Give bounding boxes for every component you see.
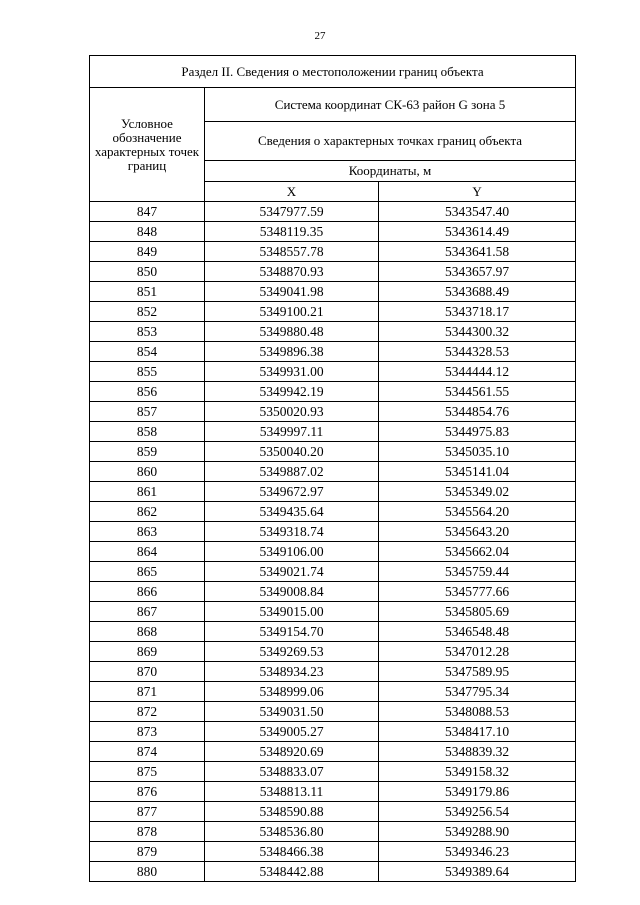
x-coordinate-cell: 5348590.88 — [205, 802, 379, 822]
x-coordinate-cell: 5348466.38 — [205, 842, 379, 862]
table-row — [90, 502, 576, 522]
point-id-cell: 872 — [90, 702, 205, 722]
x-coordinate-cell: 5348536.80 — [205, 822, 379, 842]
x-coordinate-cell: 5349435.64 — [205, 502, 379, 522]
y-column-header: Y — [379, 182, 576, 202]
x-coordinate-cell: 5348813.11 — [205, 782, 379, 802]
point-id-cell: 869 — [90, 642, 205, 662]
y-coordinate-cell: 5345777.66 — [379, 582, 576, 602]
y-coordinate-cell: 5343641.58 — [379, 242, 576, 262]
x-coordinate-cell: 5349942.19 — [205, 382, 379, 402]
table-row — [90, 602, 576, 622]
point-id-cell: 865 — [90, 562, 205, 582]
point-id-cell: 847 — [90, 202, 205, 222]
point-id-cell: 852 — [90, 302, 205, 322]
x-coordinate-cell: 5349106.00 — [205, 542, 379, 562]
y-coordinate-cell: 5349158.32 — [379, 762, 576, 782]
table-row — [90, 262, 576, 282]
table-row — [90, 242, 576, 262]
point-id-cell: 878 — [90, 822, 205, 842]
point-id-cell: 874 — [90, 742, 205, 762]
y-coordinate-cell: 5344975.83 — [379, 422, 576, 442]
point-id-cell: 860 — [90, 462, 205, 482]
y-coordinate-cell: 5344854.76 — [379, 402, 576, 422]
y-coordinate-cell: 5343547.40 — [379, 202, 576, 222]
x-coordinate-cell: 5349887.02 — [205, 462, 379, 482]
y-coordinate-cell: 5347589.95 — [379, 662, 576, 682]
y-coordinate-cell: 5347795.34 — [379, 682, 576, 702]
point-id-cell: 853 — [90, 322, 205, 342]
y-coordinate-cell: 5345759.44 — [379, 562, 576, 582]
x-coordinate-cell: 5349318.74 — [205, 522, 379, 542]
point-id-cell: 871 — [90, 682, 205, 702]
x-coordinate-cell: 5350040.20 — [205, 442, 379, 462]
table-row — [90, 222, 576, 242]
x-coordinate-cell: 5349931.00 — [205, 362, 379, 382]
x-coordinate-cell: 5350020.93 — [205, 402, 379, 422]
table-row — [90, 682, 576, 702]
x-coordinate-cell: 5349100.21 — [205, 302, 379, 322]
point-id-cell: 868 — [90, 622, 205, 642]
y-coordinate-cell: 5345349.02 — [379, 482, 576, 502]
y-coordinate-cell: 5348088.53 — [379, 702, 576, 722]
x-coordinate-cell: 5348557.78 — [205, 242, 379, 262]
point-id-cell: 854 — [90, 342, 205, 362]
y-coordinate-cell: 5348417.10 — [379, 722, 576, 742]
table-row — [90, 842, 576, 862]
point-id-cell: 877 — [90, 802, 205, 822]
x-coordinate-cell: 5349269.53 — [205, 642, 379, 662]
x-coordinate-cell: 5348119.35 — [205, 222, 379, 242]
y-coordinate-cell: 5344328.53 — [379, 342, 576, 362]
y-coordinate-cell: 5349179.86 — [379, 782, 576, 802]
coordinates-table — [89, 55, 576, 882]
x-coordinate-cell: 5347977.59 — [205, 202, 379, 222]
x-coordinate-cell: 5349031.50 — [205, 702, 379, 722]
table-row — [90, 862, 576, 882]
table-row — [90, 642, 576, 662]
table-row — [90, 622, 576, 642]
table-row — [90, 722, 576, 742]
y-coordinate-cell: 5344561.55 — [379, 382, 576, 402]
point-id-cell: 850 — [90, 262, 205, 282]
table-row — [90, 362, 576, 382]
table-row — [90, 822, 576, 842]
table-row — [90, 702, 576, 722]
x-coordinate-cell: 5349041.98 — [205, 282, 379, 302]
x-coordinate-cell: 5349008.84 — [205, 582, 379, 602]
table-row — [90, 322, 576, 342]
point-id-cell: 863 — [90, 522, 205, 542]
point-id-cell: 849 — [90, 242, 205, 262]
x-coordinate-cell: 5348833.07 — [205, 762, 379, 782]
point-id-cell: 866 — [90, 582, 205, 602]
table-row — [90, 542, 576, 562]
table-row — [90, 282, 576, 302]
coordinate-system: Система координат СК-63 район G зона 5 — [205, 88, 576, 122]
point-id-cell: 879 — [90, 842, 205, 862]
table-row — [90, 482, 576, 502]
table-row — [90, 402, 576, 422]
table-row — [90, 742, 576, 762]
y-coordinate-cell: 5345141.04 — [379, 462, 576, 482]
x-coordinate-cell: 5349021.74 — [205, 562, 379, 582]
x-coordinate-cell: 5349880.48 — [205, 322, 379, 342]
table-row — [90, 382, 576, 402]
point-id-cell: 857 — [90, 402, 205, 422]
y-coordinate-cell: 5344300.32 — [379, 322, 576, 342]
y-coordinate-cell: 5349256.54 — [379, 802, 576, 822]
x-column-header: X — [205, 182, 379, 202]
point-id-cell: 861 — [90, 482, 205, 502]
x-coordinate-cell: 5349005.27 — [205, 722, 379, 742]
x-coordinate-cell: 5348442.88 — [205, 862, 379, 882]
table-row — [90, 582, 576, 602]
y-coordinate-cell: 5349288.90 — [379, 822, 576, 842]
table-row — [90, 442, 576, 462]
y-coordinate-cell: 5344444.12 — [379, 362, 576, 382]
point-id-cell: 859 — [90, 442, 205, 462]
table-row — [90, 782, 576, 802]
table-body — [90, 202, 576, 882]
point-id-cell: 858 — [90, 422, 205, 442]
y-coordinate-cell: 5345805.69 — [379, 602, 576, 622]
x-coordinate-cell: 5349896.38 — [205, 342, 379, 362]
table-row — [90, 562, 576, 582]
point-id-cell: 855 — [90, 362, 205, 382]
y-coordinate-cell: 5345035.10 — [379, 442, 576, 462]
y-coordinate-cell: 5345662.04 — [379, 542, 576, 562]
point-id-cell: 870 — [90, 662, 205, 682]
table-row — [90, 802, 576, 822]
y-coordinate-cell: 5343688.49 — [379, 282, 576, 302]
x-coordinate-cell: 5348920.69 — [205, 742, 379, 762]
table-row — [90, 462, 576, 482]
point-id-cell: 862 — [90, 502, 205, 522]
y-coordinate-cell: 5349389.64 — [379, 862, 576, 882]
y-coordinate-cell: 5345564.20 — [379, 502, 576, 522]
y-coordinate-cell: 5349346.23 — [379, 842, 576, 862]
x-coordinate-cell: 5348999.06 — [205, 682, 379, 702]
y-coordinate-cell: 5343614.49 — [379, 222, 576, 242]
point-id-cell: 867 — [90, 602, 205, 622]
point-id-cell: 873 — [90, 722, 205, 742]
point-id-cell: 864 — [90, 542, 205, 562]
x-coordinate-cell: 5349997.11 — [205, 422, 379, 442]
section-title: Раздел II. Сведения о местоположении границ объекта — [90, 56, 576, 88]
y-coordinate-cell: 5348839.32 — [379, 742, 576, 762]
x-coordinate-cell: 5349672.97 — [205, 482, 379, 502]
x-coordinate-cell: 5348870.93 — [205, 262, 379, 282]
x-coordinate-cell: 5348934.23 — [205, 662, 379, 682]
y-coordinate-cell: 5347012.28 — [379, 642, 576, 662]
table-row — [90, 302, 576, 322]
point-id-cell: 848 — [90, 222, 205, 242]
legend-header: Условное обозначение характерных точек границ — [90, 88, 205, 202]
page-number: 27 — [314, 30, 326, 42]
table-row — [90, 762, 576, 782]
points-info: Сведения о характерных точках границ объекта — [205, 122, 576, 161]
coordinates-header: Координаты, м — [205, 161, 576, 182]
point-id-cell: 880 — [90, 862, 205, 882]
y-coordinate-cell: 5345643.20 — [379, 522, 576, 542]
x-coordinate-cell: 5349015.00 — [205, 602, 379, 622]
point-id-cell: 876 — [90, 782, 205, 802]
y-coordinate-cell: 5343657.97 — [379, 262, 576, 282]
table-row — [90, 522, 576, 542]
point-id-cell: 851 — [90, 282, 205, 302]
y-coordinate-cell: 5346548.48 — [379, 622, 576, 642]
table-row — [90, 662, 576, 682]
point-id-cell: 856 — [90, 382, 205, 402]
table-row — [90, 202, 576, 222]
point-id-cell: 875 — [90, 762, 205, 782]
table-row — [90, 342, 576, 362]
table-row — [90, 422, 576, 442]
y-coordinate-cell: 5343718.17 — [379, 302, 576, 322]
x-coordinate-cell: 5349154.70 — [205, 622, 379, 642]
